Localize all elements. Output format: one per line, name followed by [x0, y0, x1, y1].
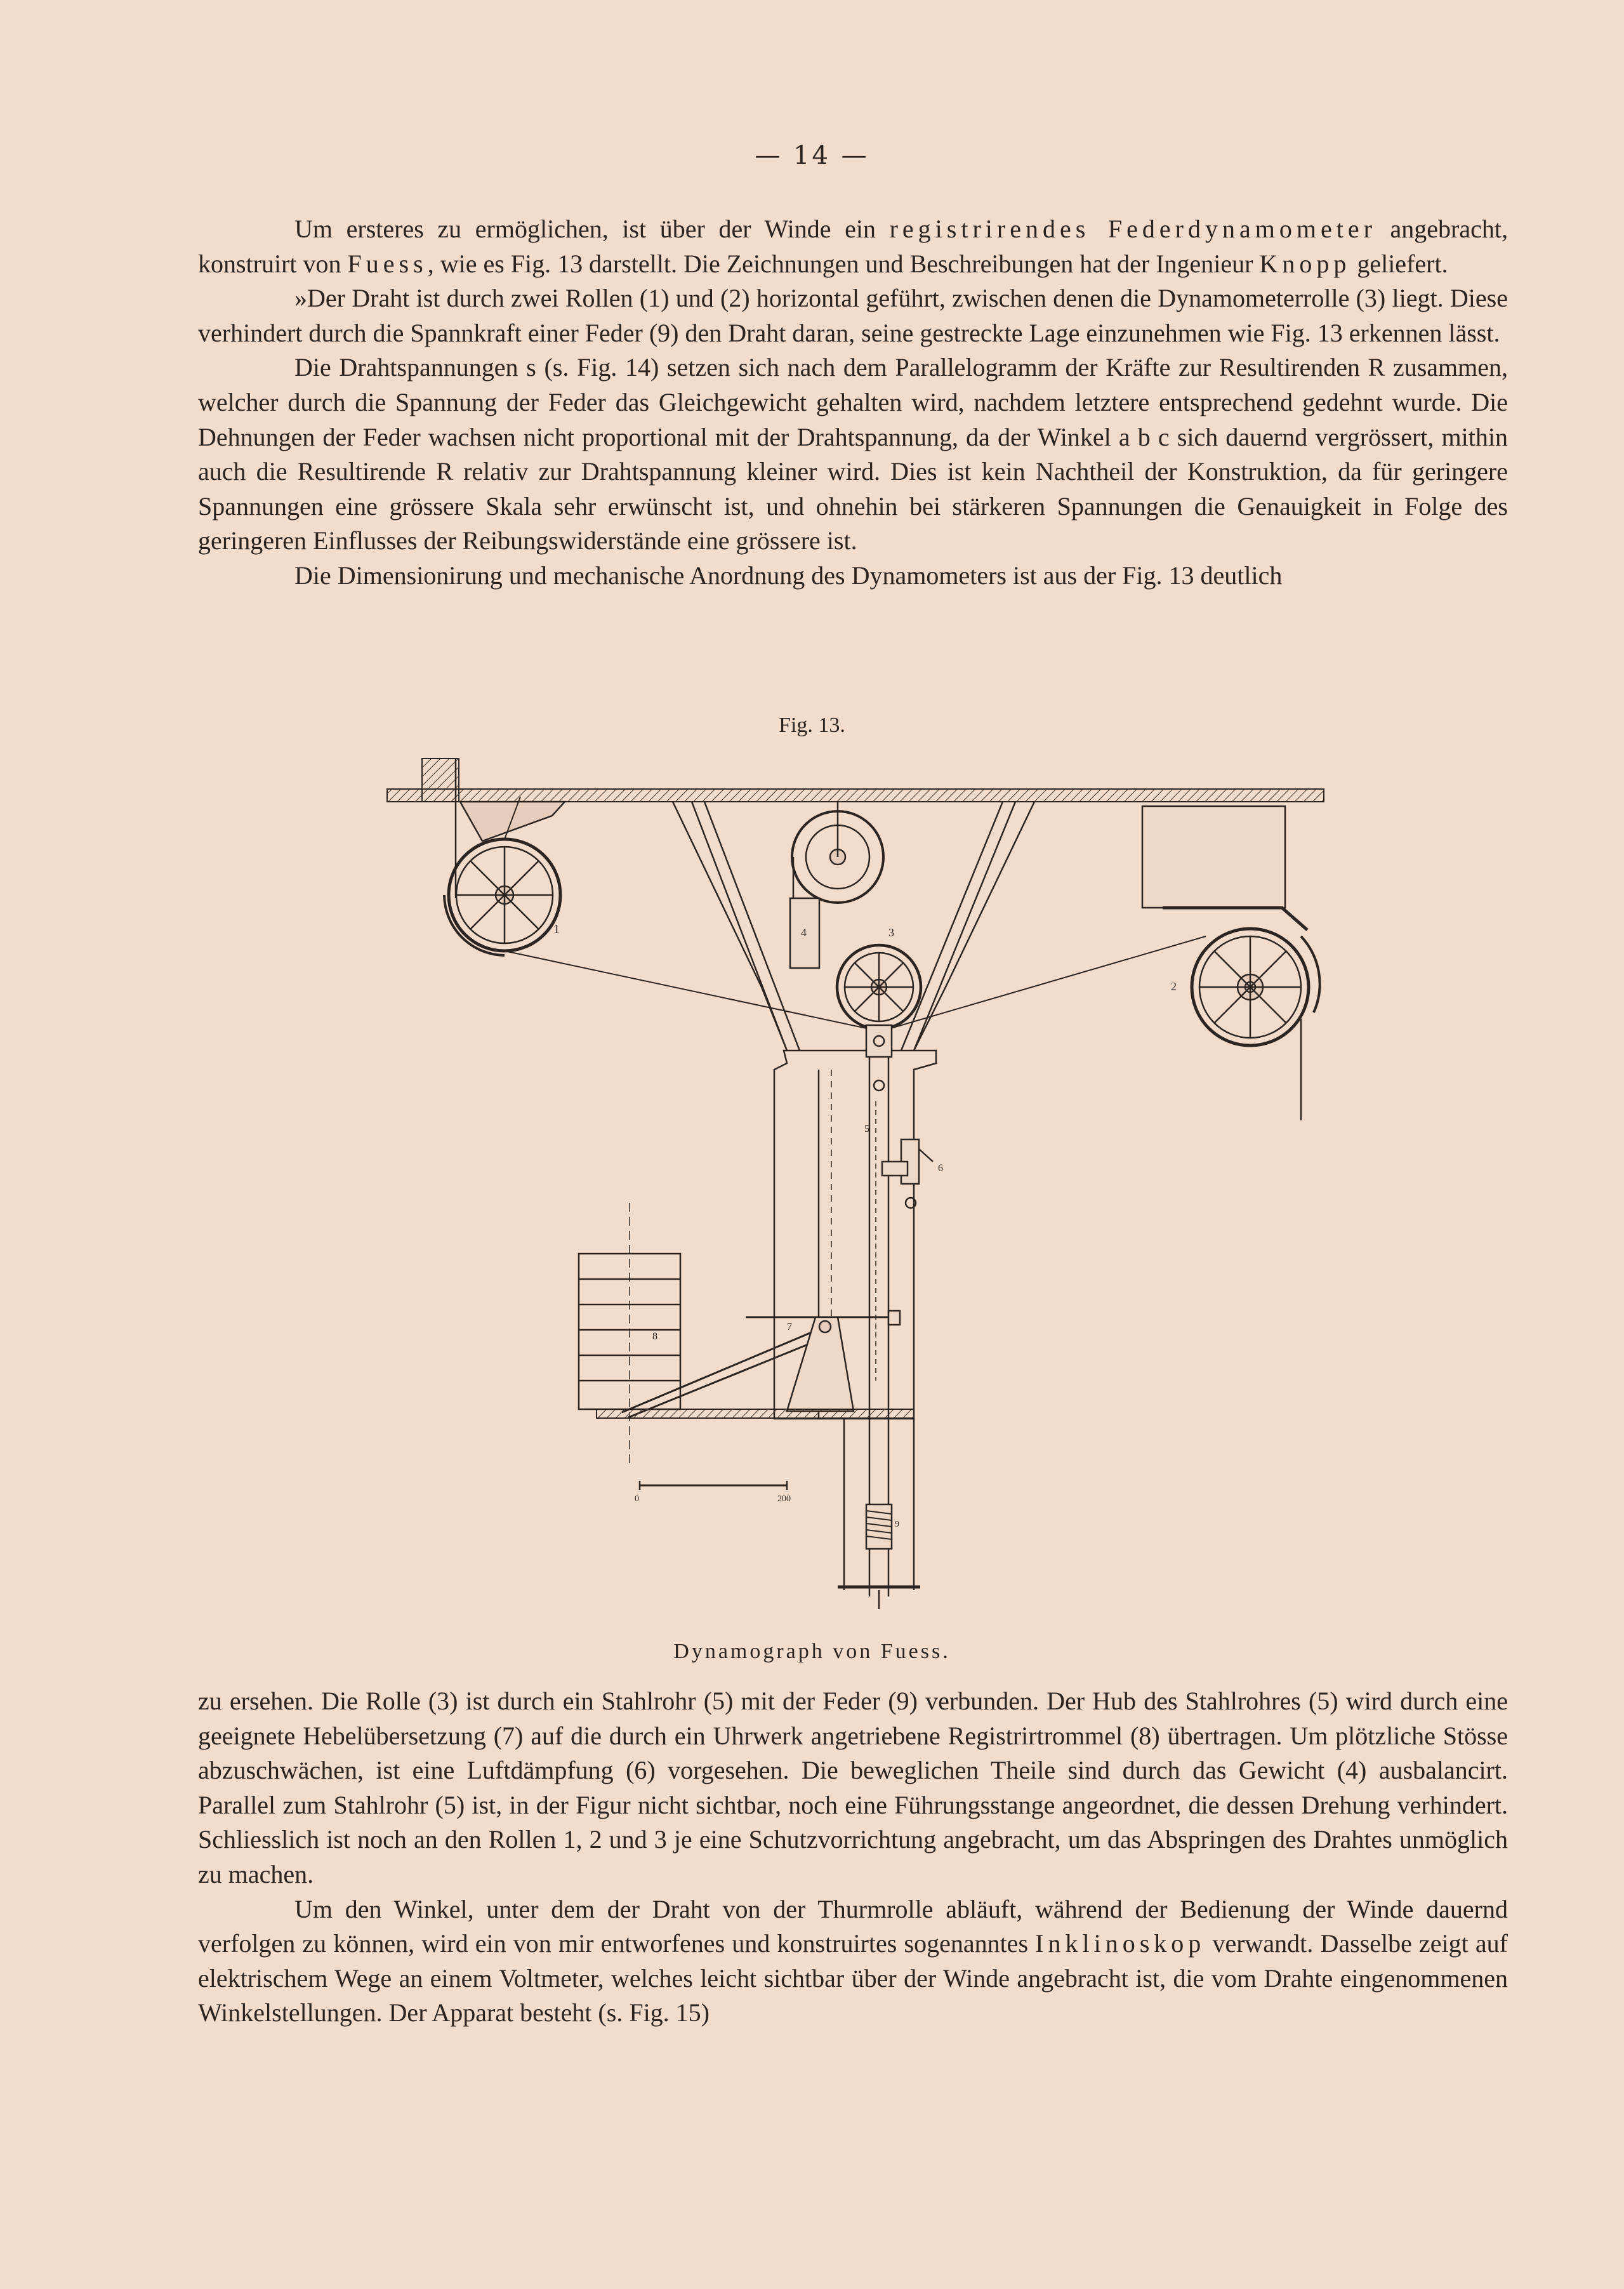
steel-column: [774, 1025, 936, 1596]
figure-label: Fig. 13.: [779, 713, 845, 737]
counterweight-pulley: [792, 802, 883, 903]
paragraph-2: »Der Draht ist durch zwei Rollen (1) und (2) horizontal geführt, zwischen denen die Dynamometerrolle (3) liegt. Diese verhindert durch die Spannkraft einer Feder (9) den Draht daran, seine gestreckte Lage einzunehmen wie Fig. 13 erkennen lässt.: [198, 284, 1508, 347]
dynamograph-drawing: [381, 746, 1333, 1628]
paragraph-1: [198, 212, 1508, 281]
part-number-5: 5: [864, 1124, 869, 1134]
spaced-name: Fuess: [347, 249, 428, 278]
wall-bracket: [422, 759, 459, 802]
pulley-3: [837, 945, 921, 1029]
text-span: geliefert.: [1350, 249, 1448, 278]
spaced-term: registrirendes Federdynamometer: [889, 215, 1376, 243]
drum-housing: [1142, 806, 1285, 908]
figure-caption: Dynamograph von Fuess.: [673, 1640, 951, 1663]
a-frame: [673, 802, 1034, 1051]
page-number: — 14 —: [755, 141, 869, 170]
pulley-1: [444, 839, 560, 955]
body-text-bottom: [198, 1684, 1508, 2031]
recording-drum-8: [579, 1203, 680, 1463]
text-span: angebracht, konstruirt von: [198, 215, 1508, 278]
part-number-9: 9: [895, 1520, 899, 1529]
scale-end: 200: [777, 1494, 791, 1504]
paragraph-5: zu ersehen. Die Rolle (3) ist durch ein Stahlrohr (5) mit der Feder (9) verbunden. Der Hub des Stahlrohres (5) wird durch eine geeignete Hebelübersetzung (7) auf die durch ein Uhrwerk angetriebene Registrirtrommel (8) übertragen. Um plötzliche Stösse abzuschwächen, ist eine Luftdämpfung (6) vorgesehen. Die beweglichen Theile sind durch das Gewicht (4) ausbalancirt. Parallel zum Stahlrohr (5) ist, in der Figur nicht sichtbar, noch eine Führungsstange angeordnet, die dessen Drehung verhindert. Schliesslich ist noch an den Rollen 1, 2 und 3 je eine Schutzvorrichtung angebracht, um das Abspringen des Drahtes unmöglich zu machen.: [198, 1687, 1508, 1888]
scale-start: 0: [635, 1494, 639, 1504]
part-number-3: 3: [888, 926, 894, 939]
part-number-7: 7: [787, 1322, 792, 1332]
spaced-term: Inklinoskop: [1035, 1929, 1206, 1958]
paragraph-6: [198, 1892, 1508, 2031]
part-number-8: 8: [652, 1331, 657, 1342]
part-number-4: 4: [801, 926, 807, 939]
part-number-1: 1: [553, 922, 560, 936]
part-number-6: 6: [938, 1163, 943, 1174]
part-number-2: 2: [1171, 980, 1177, 993]
base-plate: [597, 1409, 914, 1418]
spring-9: [838, 1419, 920, 1609]
text-span: , wie es Fig. 13 darstellt. Die Zeichnungen und Beschreibungen hat der Ingenieur: [427, 249, 1260, 278]
spaced-name: Knopp: [1259, 249, 1351, 278]
wire: [505, 797, 1206, 1029]
text-span: Um ersteres zu ermöglichen, ist über der Winde ein: [294, 215, 890, 243]
paragraph-4: Die Dimensionirung und mechanische Anordnung des Dynamometers ist aus der Fig. 13 deutlich: [294, 561, 1283, 590]
ceiling-beam: [387, 789, 1324, 802]
body-text-top: [198, 212, 1508, 594]
left-wheel-bracket: [460, 802, 565, 841]
text-span: verwandt. Dasselbe zeigt auf elektrischem Wege an einem Voltmeter, welches leicht sichtbar über der Winde angebracht ist, die vom Drahte eingenommenen Winkelstellungen. Der Apparat besteht (s. Fig. 15): [198, 1929, 1508, 2027]
paragraph-3: Die Drahtspannungen s (s. Fig. 14) setzen sich nach dem Parallelogramm der Kräfte zur Resultirenden R zusammen, welcher durch die Spannung der Feder das Gleichgewicht gehalten wird, nachdem letztere entsprechend gedehnt wurde. Die Dehnungen der Feder wachsen nicht proportional mit der Drahtspannung, da der Winkel a b c sich dauernd vergrössert, mithin auch die Resultirende R relativ zur Drahtspannung kleiner wird. Dies ist kein Nachtheil der Konstruktion, da für geringere Spannungen eine grössere Skala sehr erwünscht ist, und ohnehin bei stärkeren Spannungen die Genauigkeit in Folge des geringeren Einflusses der Reibungswiderstände eine grössere ist.: [198, 353, 1508, 555]
text-span: Um den Winkel, unter dem der Draht von der Thurmrolle abläuft, während der Bedienung der Winde dauernd verfolgen zu können, wird ein von mir entworfenes und konstruirtes sogenanntes: [198, 1894, 1508, 1958]
